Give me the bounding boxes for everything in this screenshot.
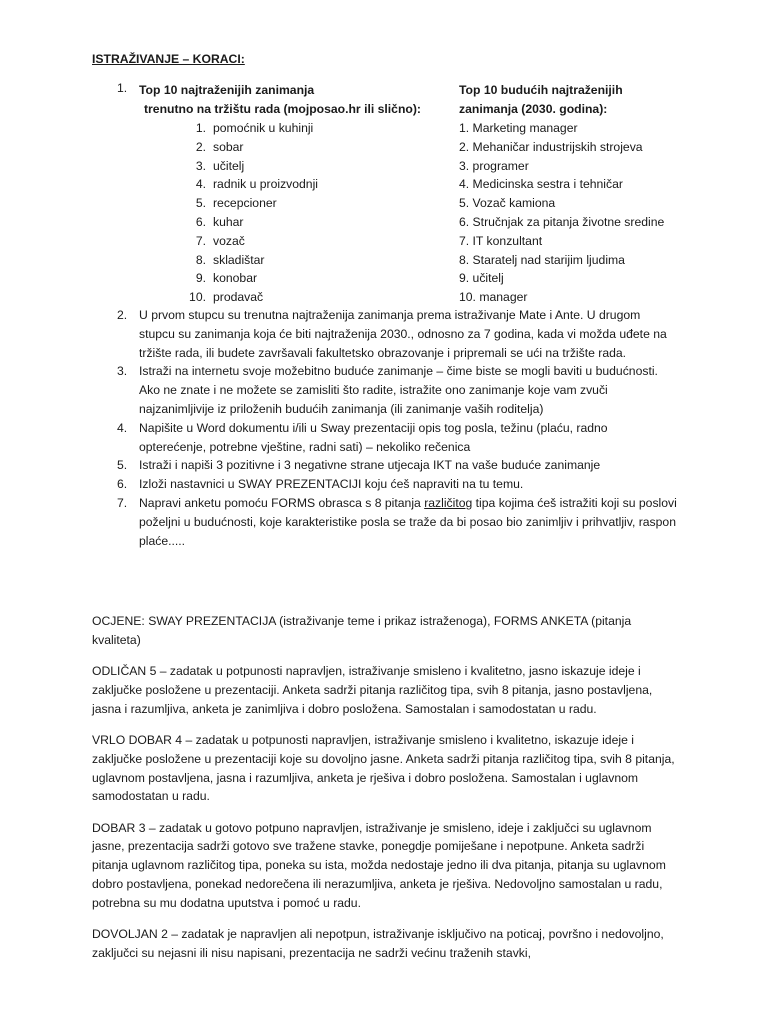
current-jobs-list [182, 119, 318, 307]
grade-3-paragraph: DOBAR 3 – zadatak u gotovo potpuno napravljen, istraživanje je smisleno, ideje i zaključci su uglavnom jasne, prezentacija sadrži gotovo sve tražene stavke, ponegdje pomiješane i nepotpune. Anketa sadrži pitanja uglavnom različitog tipa, poneka su ista, možda nedostaje jedno ili dva pitanja, pitanja su uglavnom dobro postavljena, ponekad nedorečena ili nerazumljiva, anketa je rješiva. Nedovoljno samostalan u radu, potrebna su mu dodatna uputstva i pomoć u radu. [92, 820, 666, 910]
step-text: U prvom stupcu su trenutna najtraženija zanimanja prema istraživanje Mate i Ante. U drugom stupcu su zanimanja koja će biti najtraženija 2030., odnosno za 7 godina, kada vi možda uđete na tržište rada, ili budete završavali fakultetsko obrazovanje i pripremali se ući na tržište rada. [139, 308, 667, 360]
step-item [117, 306, 677, 362]
list-item: 3. programer [459, 158, 529, 173]
list-item: 5. Vozač kamiona [459, 196, 556, 211]
list-item: 8. skladištar [195, 252, 265, 267]
list-item: 2. sobar [195, 139, 244, 154]
step-number: 4. [117, 420, 128, 435]
step-text: Napravi anketu pomoću FORMS obrasca s 8 pitanja različitog tipa kojima ćeš istražiti koji su poslovi poželjni u budućnosti, koje karakteristike posla se traže da bi posao bio zanimljiv i prihvatljiv, raspon plaće..... [139, 495, 677, 548]
right-heading-line-1: Top 10 budućih najtraženijih [459, 83, 623, 97]
list-item: 1. pomoćnik u kuhinji [195, 121, 314, 135]
list-item: 4. Medicinska sestra i tehničar [459, 177, 623, 192]
page-title: ISTRAŽIVANJE – KORACI: [92, 52, 245, 66]
list-item: 7. IT konzultant [459, 233, 543, 248]
step-item [117, 419, 677, 457]
grade-5-paragraph: ODLIČAN 5 – zadatak u potpunosti napravljen, istraživanje smisleno i kvalitetno, jasno iskazuje ideje i zaključke posložene u prezentaciji. Anketa sadrži pitanja različitog tipa, svih 8 pitanja, jasno postavljena, jasna i razumljiva, anketa je zanimljiva i dobro posložena. Samostalan i samodostatan u radu. [92, 664, 653, 716]
left-heading-line-2: trenutno na tržištu rada (mojposao.hr ili slično): [144, 102, 421, 116]
grading-intro: OCJENE: SWAY PREZENTACIJA (istraživanje teme i prikaz istraženoga), FORMS ANKETA (pitanja kvaliteta) [92, 614, 632, 647]
list-item: 3. učitelj [195, 158, 245, 173]
step-text: Istraži i napiši 3 pozitivne i 3 negativne strane utjecaja IKT na vaše buduće zanimanje [139, 458, 601, 473]
step-item [117, 475, 677, 494]
future-jobs-list [459, 119, 664, 307]
step-item [117, 362, 677, 418]
step-item [117, 494, 677, 550]
left-heading-line-1: Top 10 najtraženijih zanimanja [139, 83, 315, 97]
right-column-heading [459, 81, 623, 119]
list-item: 1. Marketing manager [459, 121, 578, 135]
right-heading-line-2: zanimanja (2030. godina): [459, 102, 608, 116]
grade-4-paragraph: VRLO DOBAR 4 – zadatak u potpunosti napravljen, istraživanje smisleno i kvalitetno, iskazuje ideje i zaključke posložene u prezentaciji koje su dovoljno jasne. Anketa sadrži pitanja različitog tipa, svih 8 pitanja, uglavnom postavljena, jasna i razumljiva, anketa je rješiva i dobro posložena. Samostalan i uglavnom samodostatan u radu. [92, 732, 675, 804]
list-item: 9. konobar [195, 271, 258, 286]
step-number: 5. [117, 458, 128, 473]
list-item: 6. kuhar [195, 214, 244, 229]
list-item: 8. Staratelj nad starijim ljudima [459, 252, 625, 267]
list-item: 9. učitelj [459, 271, 504, 286]
list-item: 10. prodavač [189, 290, 264, 305]
list-item: 4. radnik u proizvodnji [195, 177, 319, 192]
list-item: 5. recepcioner [195, 196, 277, 211]
step-number: 2. [117, 308, 128, 322]
steps-list [117, 306, 677, 550]
list-item: 2. Mehaničar industrijskih strojeva [459, 139, 643, 154]
step-item [117, 456, 677, 475]
step-number: 3. [117, 364, 128, 379]
step-number: 6. [117, 477, 128, 492]
list-item: 10. manager [459, 290, 528, 305]
list-item: 6. Stručnjak za pitanja životne sredine [459, 214, 665, 229]
grading-section [92, 612, 676, 975]
step-text: Napišite u Word dokumentu i/ili u Sway prezentaciji opis tog posla, težinu (plaću, radno opterećenje, potrebne vještine, radni sati) – nekoliko rečenica [139, 420, 608, 454]
step-text: Izloži nastavnici u SWAY PREZENTACIJI koju ćeš napraviti na tu temu. [139, 477, 524, 492]
item-number-1: 1. [117, 81, 128, 95]
left-column-heading [139, 81, 421, 119]
step-number: 7. [117, 495, 128, 510]
grade-2-paragraph: DOVOLJAN 2 – zadatak je napravljen ali nepotpun, istraživanje isključivo na poticaj, površno i nedovoljno, zaključci su nejasni ili nisu napisani, prezentacija ne sadrži većinu traženih stavki, [92, 927, 664, 960]
list-item: 7. vozač [195, 233, 245, 248]
step-text: Istraži na internetu svoje možebitno buduće zanimanje – čime biste se mogli baviti u budućnosti. Ako ne znate i ne možete se zamisliti što radite, istražite ono zanimanje koje vam zvuči najzanimljivije iz priloženih budućih zanimanja (ili zanimanje vaših roditelja) [139, 364, 658, 416]
underlined-word: različitog [424, 495, 473, 510]
